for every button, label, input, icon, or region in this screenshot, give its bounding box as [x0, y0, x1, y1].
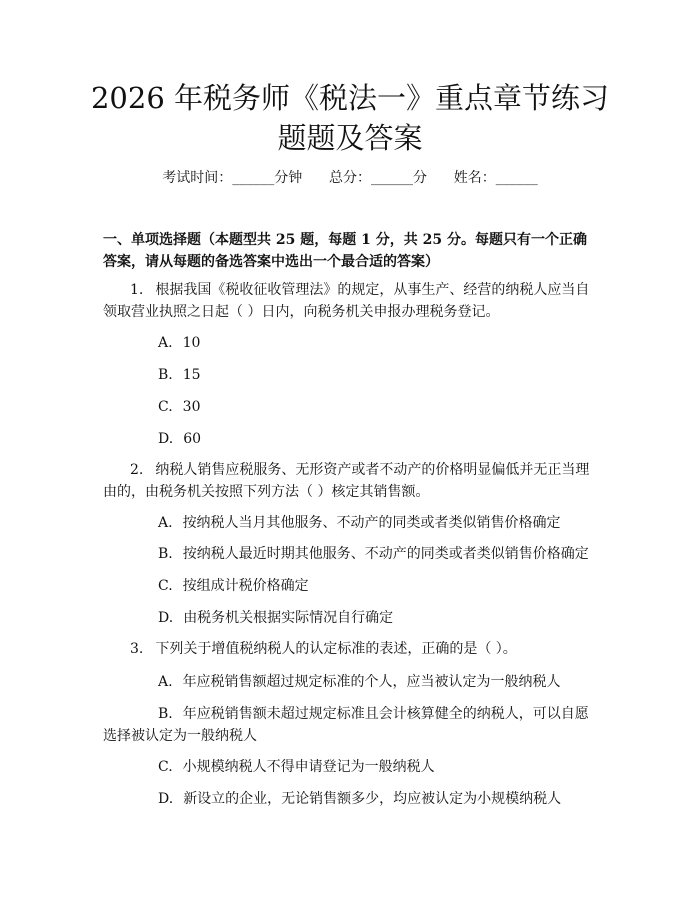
question-2-stem [103, 459, 600, 503]
option-letter: C. [158, 399, 173, 415]
option-letter: A. [158, 515, 173, 531]
option-text: 15 [182, 367, 201, 383]
option-letter: D. [158, 791, 174, 807]
question-1-option-b [158, 364, 600, 386]
section-heading: 一、单项选择题（本题型共 25 题，每题 1 分，共 25 分。每题只有一个正确答案，请从每题的备选答案中选出一个最合适的答案） [103, 232, 587, 270]
question-text: 纳税人销售应税服务、无形资产或者不动产的价格明显偏低并无正当理由的，由税务机关按照下列方法（ ）核定其销售额。 [103, 462, 590, 500]
option-text: 小规模纳税人不得申请登记为一般纳税人 [182, 759, 435, 775]
question-2-option-d [158, 607, 600, 629]
option-letter: A. [158, 674, 173, 690]
question-2-option-c [158, 575, 600, 597]
exam-info-line [0, 168, 700, 188]
question-3-option-b [103, 703, 600, 747]
option-text: 年应税销售额超过规定标准的个人，应当被认定为一般纳税人 [182, 674, 561, 690]
name-field: 姓名：______ [453, 170, 538, 186]
question-text: 下列关于增值税纳税人的认定标准的表述，正确的是（ ）。 [155, 641, 517, 657]
option-text: 新设立的企业，无论销售额多少，均应被认定为小规模纳税人 [183, 791, 562, 807]
option-letter: D. [158, 610, 174, 626]
option-letter: A. [158, 335, 173, 351]
option-text: 年应税销售额未超过规定标准且会计核算健全的纳税人，可以自愿选择被认定为一般纳税人 [103, 706, 589, 744]
document-title: 2026 年税务师《税法一》重点章节练习题题及答案 [90, 81, 610, 155]
question-3-option-d [158, 788, 600, 810]
option-text: 按组成计税价格确定 [182, 578, 309, 594]
exam-time-field: 考试时间：______分钟 [162, 170, 303, 186]
option-text: 10 [182, 335, 201, 351]
option-text: 按纳税人最近时期其他服务、不动产的同类或者类似销售价格确定 [182, 546, 589, 562]
question-2-option-b [158, 543, 600, 565]
option-letter: C. [158, 759, 173, 775]
question-1-option-d [158, 428, 600, 450]
question-3-option-c [158, 756, 600, 778]
question-1-option-c [158, 396, 600, 418]
option-text: 按纳税人当月其他服务、不动产的同类或者类似销售价格确定 [182, 515, 561, 531]
option-text: 30 [182, 399, 201, 415]
question-number: 3. [130, 641, 144, 657]
option-text: 由税务机关根据实际情况自行确定 [183, 610, 394, 626]
question-1-stem [103, 279, 600, 323]
option-letter: C. [158, 578, 173, 594]
option-letter: B. [158, 546, 173, 562]
question-text: 根据我国《税收征收管理法》的规定，从事生产、经营的纳税人应当自领取营业执照之日起（ ）日内，向税务机关申报办理税务登记。 [103, 282, 590, 320]
question-number: 2. [130, 462, 144, 478]
question-2-option-a [158, 512, 600, 534]
option-letter: B. [158, 367, 173, 383]
total-score-field: 总分：______分 [329, 170, 427, 186]
question-3-option-a [158, 671, 600, 693]
question-3-stem [103, 638, 600, 660]
option-letter: B. [158, 706, 173, 722]
question-number: 1. [130, 282, 144, 298]
option-letter: D. [158, 431, 174, 447]
question-1-option-a [158, 332, 600, 354]
option-text: 60 [183, 431, 202, 447]
